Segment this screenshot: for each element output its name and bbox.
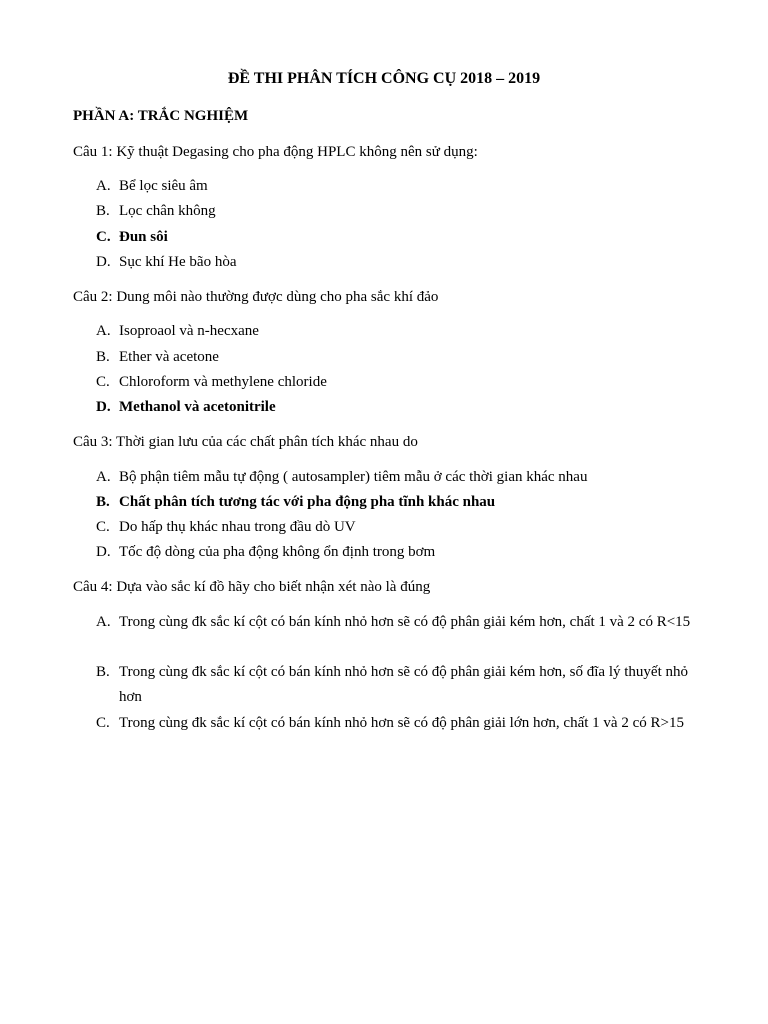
option-letter: A. [96,469,111,485]
option-letter: D. [96,254,111,270]
option-text: Bể lọc siêu âm [119,178,208,194]
question-1: Câu 1: Kỹ thuật Degasing cho pha động HPLC không nên sử dụng: [73,144,478,160]
option-text: Chất phân tích tương tác với pha động pha tĩnh khác nhau [119,494,496,510]
question-4: Câu 4: Dựa vào sắc kí đồ hãy cho biết nhận xét nào là đúng [73,579,431,595]
option-text: Trong cùng đk sắc kí cột có bán kính nhỏ hơn sẽ có độ phân giải lớn hơn, chất 1 và 2 có R>15 [119,715,684,731]
question-3: Câu 3: Thời gian lưu của các chất phân tích khác nhau do [73,434,418,450]
q1-option-c-answer [96,227,168,247]
option-text: Chloroform và methylene chloride [119,374,327,390]
option-text: Sục khí He bão hòa [119,254,237,270]
q4-option-c [96,711,696,736]
question-2: Câu 2: Dung môi nào thường được dùng cho pha sắc khí đảo [73,289,439,305]
option-text: Isoproaol và n-hecxane [119,323,259,339]
option-text: Do hấp thụ khác nhau trong đầu dò UV [119,519,356,535]
option-letter: C. [96,519,110,535]
option-letter: B. [96,664,110,680]
option-text: Tốc độ dòng của pha động không ổn định trong bơm [119,544,436,560]
option-letter: B. [96,494,110,510]
q1-option-a [96,176,208,196]
option-letter: A. [96,323,111,339]
option-text: Lọc chân không [119,203,216,219]
q3-option-b-answer [96,492,495,512]
option-text: Trong cùng đk sắc kí cột có bán kính nhỏ hơn sẽ có độ phân giải kém hơn, số đĩa lý thuyết nhỏ hơn [119,664,688,705]
option-text: Bộ phận tiêm mẫu tự động ( autosampler) tiêm mẫu ở các thời gian khác nhau [119,469,588,485]
exam-title: ĐỀ THI PHÂN TÍCH CÔNG CỤ 2018 – 2019 [227,70,541,87]
q1-option-b [96,201,216,221]
option-letter: B. [96,349,110,365]
option-letter: C. [96,715,110,731]
option-letter: A. [96,614,111,630]
q4-option-b [96,660,696,710]
option-letter: C. [96,374,110,390]
option-letter: C. [96,229,111,245]
option-letter: D. [96,399,111,415]
q1-option-d [96,252,236,272]
q3-option-c [96,517,356,537]
option-text: Methanol và acetonitrile [119,399,276,415]
q2-option-d-answer [96,397,276,417]
section-heading: PHẦN A: TRẮC NGHIỆM [73,108,249,124]
q2-option-a [96,321,259,341]
option-letter: D. [96,544,111,560]
option-text: Trong cùng đk sắc kí cột có bán kính nhỏ hơn sẽ có độ phân giải kém hơn, chất 1 và 2 có R<15 [119,614,691,630]
q2-option-b [96,347,219,367]
option-text: Đun sôi [119,229,168,245]
q3-option-a [96,467,587,487]
option-letter: B. [96,203,110,219]
q3-option-d [96,542,435,562]
option-text: Ether và acetone [119,349,219,365]
q4-option-a [96,610,696,635]
option-letter: A. [96,178,111,194]
q2-option-c [96,372,327,392]
